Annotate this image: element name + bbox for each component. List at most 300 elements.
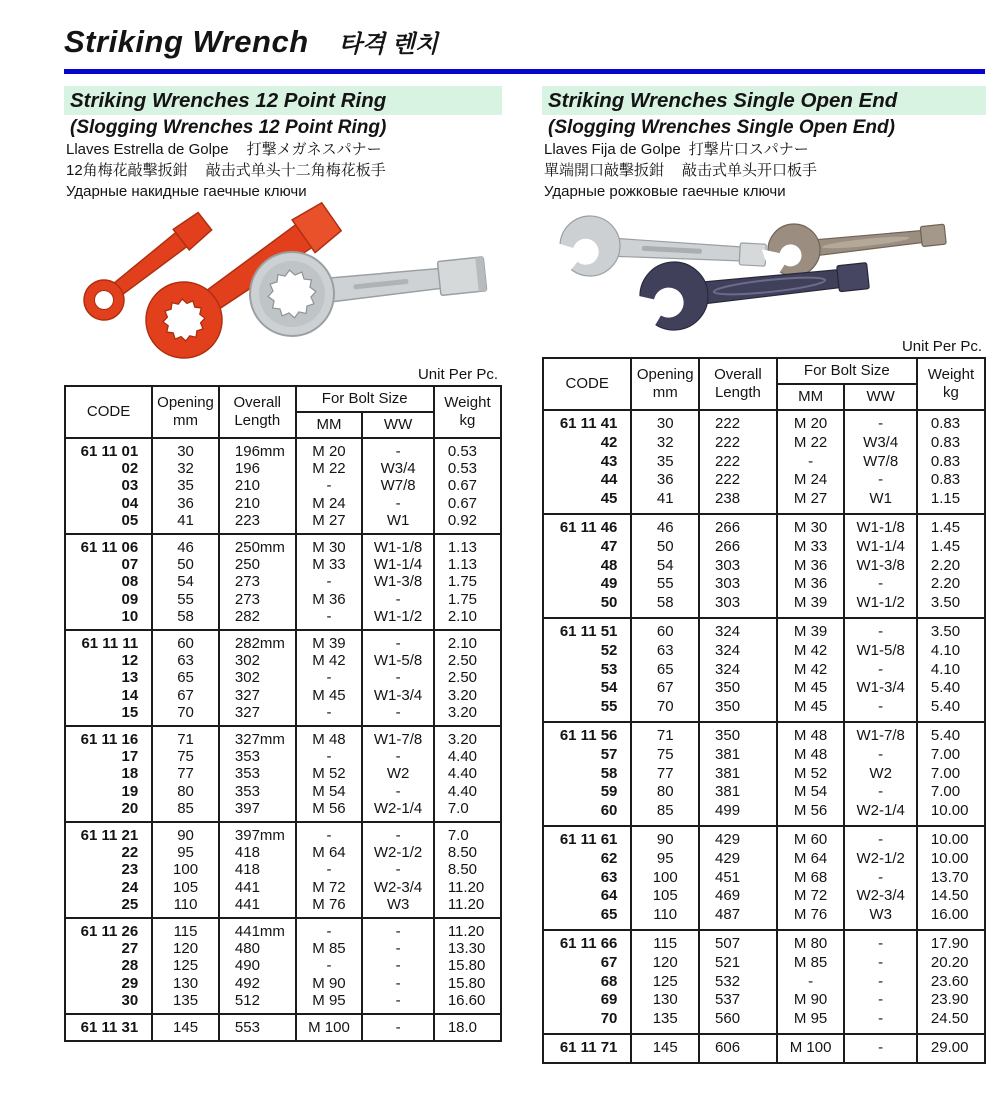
cell-ww: W2-1/4 xyxy=(362,800,434,822)
cell-weight: 3.50 xyxy=(917,618,985,642)
cell-code: 61 11 31 xyxy=(65,1014,152,1041)
cell-ww: - xyxy=(844,471,916,490)
col-header-mm: MM xyxy=(296,412,363,438)
table-row xyxy=(65,822,501,844)
table-row xyxy=(543,722,985,746)
cell-mm: M 95 xyxy=(777,1010,845,1034)
cell-length: 429 xyxy=(699,850,777,869)
cell-code: 09 xyxy=(65,591,152,608)
section-title: Striking Wrenches 12 Point Ring xyxy=(64,86,502,115)
lang-chinese-simp: 敲击式单头十二角梅花板手 xyxy=(205,162,386,179)
table-row xyxy=(65,495,501,512)
cell-mm: M 64 xyxy=(777,850,845,869)
cell-opening: 58 xyxy=(152,608,219,630)
cell-ww: W3/4 xyxy=(844,434,916,453)
cell-length: 238 xyxy=(699,490,777,514)
cell-weight: 1.15 xyxy=(917,490,985,514)
cell-opening: 54 xyxy=(631,557,699,576)
cell-ww: - xyxy=(362,438,434,460)
col-header-code: CODE xyxy=(65,386,152,438)
table-row xyxy=(65,704,501,726)
cell-ww: W7/8 xyxy=(844,453,916,472)
cell-length: 350 xyxy=(699,679,777,698)
cell-length: 381 xyxy=(699,765,777,784)
table-row xyxy=(65,879,501,896)
cell-mm: M 100 xyxy=(296,1014,363,1041)
cell-ww: W1-7/8 xyxy=(844,722,916,746)
cell-ww: - xyxy=(844,698,916,722)
cell-mm: M 52 xyxy=(296,765,363,782)
cell-opening: 32 xyxy=(631,434,699,453)
cell-weight: 1.45 xyxy=(917,538,985,557)
cell-length: 210 xyxy=(219,477,296,494)
cell-mm: M 60 xyxy=(777,826,845,850)
cell-weight: 5.40 xyxy=(917,698,985,722)
cell-mm: M 72 xyxy=(777,887,845,906)
cell-code: 43 xyxy=(543,453,631,472)
lang-line-zh xyxy=(542,160,986,181)
table-row xyxy=(65,652,501,669)
section-single-open-end xyxy=(542,86,986,1064)
cell-code: 63 xyxy=(543,869,631,888)
cell-weight: 0.53 xyxy=(434,438,501,460)
table-row xyxy=(543,679,985,698)
cell-length: 553 xyxy=(219,1014,296,1041)
cell-code: 67 xyxy=(543,954,631,973)
cell-weight: 2.20 xyxy=(917,575,985,594)
cell-ww: - xyxy=(362,992,434,1014)
cell-length: 250 xyxy=(219,556,296,573)
cell-weight: 0.83 xyxy=(917,434,985,453)
cell-weight: 2.50 xyxy=(434,652,501,669)
cell-code: 61 11 71 xyxy=(543,1034,631,1063)
table-row xyxy=(65,748,501,765)
cell-weight: 0.53 xyxy=(434,460,501,477)
cell-ww: - xyxy=(362,630,434,652)
col-header-overall: Overall Length xyxy=(219,386,296,438)
cell-code: 61 11 51 xyxy=(543,618,631,642)
cell-code: 50 xyxy=(543,594,631,618)
cell-length: 480 xyxy=(219,940,296,957)
lang-russian: Ударные накидные гаечные ключи xyxy=(66,183,307,200)
table-row xyxy=(543,557,985,576)
cell-mm: M 30 xyxy=(296,534,363,556)
cell-mm: M 95 xyxy=(296,992,363,1014)
cell-weight: 7.00 xyxy=(917,783,985,802)
cell-code: 24 xyxy=(65,879,152,896)
cell-ww: W1-3/8 xyxy=(844,557,916,576)
cell-ww: - xyxy=(844,869,916,888)
cell-weight: 7.00 xyxy=(917,765,985,784)
table-row xyxy=(65,591,501,608)
cell-opening: 71 xyxy=(152,726,219,748)
cell-code: 60 xyxy=(543,802,631,826)
cell-weight: 3.50 xyxy=(917,594,985,618)
cell-length: 222 xyxy=(699,453,777,472)
cell-code: 55 xyxy=(543,698,631,722)
cell-length: 324 xyxy=(699,661,777,680)
cell-length: 303 xyxy=(699,594,777,618)
table-row xyxy=(65,460,501,477)
table-row xyxy=(543,410,985,434)
cell-opening: 32 xyxy=(152,460,219,477)
cell-weight: 5.40 xyxy=(917,722,985,746)
cell-code: 08 xyxy=(65,573,152,590)
cell-weight: 1.45 xyxy=(917,514,985,538)
cell-ww: - xyxy=(844,661,916,680)
table-row xyxy=(543,1034,985,1063)
table-row xyxy=(543,802,985,826)
cell-code: 61 11 26 xyxy=(65,918,152,940)
table-row xyxy=(543,826,985,850)
cell-mm: M 56 xyxy=(296,800,363,822)
cell-mm: M 30 xyxy=(777,514,845,538)
cell-ww: W3 xyxy=(844,906,916,930)
cell-opening: 63 xyxy=(152,652,219,669)
cell-mm: M 22 xyxy=(296,460,363,477)
cell-code: 61 11 01 xyxy=(65,438,152,460)
cell-opening: 95 xyxy=(631,850,699,869)
cell-length: 353 xyxy=(219,748,296,765)
table-row xyxy=(543,991,985,1010)
table-row xyxy=(65,726,501,748)
cell-code: 61 11 16 xyxy=(65,726,152,748)
two-column-layout xyxy=(64,86,986,1064)
cell-code: 69 xyxy=(543,991,631,1010)
cell-opening: 67 xyxy=(152,687,219,704)
cell-ww: - xyxy=(362,918,434,940)
table-row xyxy=(543,538,985,557)
cell-opening: 110 xyxy=(631,906,699,930)
cell-ww: - xyxy=(362,861,434,878)
cell-mm: M 45 xyxy=(777,679,845,698)
cell-weight: 23.90 xyxy=(917,991,985,1010)
cell-length: 210 xyxy=(219,495,296,512)
table-row xyxy=(543,746,985,765)
cell-length: 469 xyxy=(699,887,777,906)
cell-opening: 110 xyxy=(152,896,219,918)
cell-opening: 71 xyxy=(631,722,699,746)
cell-weight: 16.00 xyxy=(917,906,985,930)
cell-length: 381 xyxy=(699,783,777,802)
cell-mm: M 36 xyxy=(296,591,363,608)
col-header-overall: Overall Length xyxy=(699,358,777,410)
cell-weight: 7.00 xyxy=(917,746,985,765)
cell-length: 282 xyxy=(219,608,296,630)
cell-weight: 14.50 xyxy=(917,887,985,906)
cell-length: 418 xyxy=(219,844,296,861)
table-row xyxy=(543,1010,985,1034)
cell-ww: W2-1/2 xyxy=(362,844,434,861)
cell-opening: 120 xyxy=(152,940,219,957)
cell-code: 17 xyxy=(65,748,152,765)
cell-opening: 65 xyxy=(152,669,219,686)
cell-code: 30 xyxy=(65,992,152,1014)
table-row xyxy=(65,438,501,460)
cell-code: 04 xyxy=(65,495,152,512)
col-header-mm: MM xyxy=(777,384,845,410)
ring-wrench-photo xyxy=(64,202,502,366)
unit-per-pc-label: Unit Per Pc. xyxy=(417,366,498,383)
cell-code: 18 xyxy=(65,765,152,782)
cell-opening: 145 xyxy=(152,1014,219,1041)
table-row xyxy=(543,869,985,888)
cell-opening: 125 xyxy=(152,957,219,974)
cell-opening: 100 xyxy=(152,861,219,878)
cell-opening: 85 xyxy=(152,800,219,822)
cell-opening: 90 xyxy=(631,826,699,850)
cell-weight: 13.30 xyxy=(434,940,501,957)
table-body xyxy=(65,438,501,1041)
unit-per-pc-label: Unit Per Pc. xyxy=(901,338,982,355)
cell-opening: 75 xyxy=(631,746,699,765)
cell-code: 57 xyxy=(543,746,631,765)
cell-ww: W3 xyxy=(362,896,434,918)
cell-mm: M 68 xyxy=(777,869,845,888)
cell-mm: M 42 xyxy=(777,661,845,680)
cell-mm: M 48 xyxy=(296,726,363,748)
cell-weight: 0.83 xyxy=(917,410,985,434)
cell-mm: M 54 xyxy=(296,783,363,800)
cell-weight: 5.40 xyxy=(917,679,985,698)
cell-ww: - xyxy=(844,783,916,802)
table-row xyxy=(543,594,985,618)
cell-code: 49 xyxy=(543,575,631,594)
cell-weight: 1.13 xyxy=(434,556,501,573)
cell-length: 273 xyxy=(219,591,296,608)
cell-weight: 11.20 xyxy=(434,896,501,918)
cell-opening: 145 xyxy=(631,1034,699,1063)
cell-code: 10 xyxy=(65,608,152,630)
table-row xyxy=(65,608,501,630)
cell-weight: 3.20 xyxy=(434,687,501,704)
cell-code: 45 xyxy=(543,490,631,514)
cell-mm: - xyxy=(296,957,363,974)
lang-japanese: 打撃片口スパナー xyxy=(688,141,809,158)
table-row xyxy=(543,765,985,784)
cell-code: 05 xyxy=(65,512,152,534)
lang-chinese-trad: 12角梅花敲擊扳鉗 xyxy=(66,162,188,179)
cell-ww: W1 xyxy=(362,512,434,534)
cell-opening: 55 xyxy=(152,591,219,608)
cell-ww: W1-5/8 xyxy=(362,652,434,669)
cell-ww: - xyxy=(844,410,916,434)
cell-mm: M 36 xyxy=(777,575,845,594)
header-rule xyxy=(64,69,985,74)
cell-code: 65 xyxy=(543,906,631,930)
page-title: Striking Wrench xyxy=(64,24,309,59)
cell-mm: M 24 xyxy=(777,471,845,490)
lang-russian: Ударные рожковые гаечные ключи xyxy=(544,183,786,200)
cell-weight: 0.67 xyxy=(434,477,501,494)
cell-mm: M 33 xyxy=(777,538,845,557)
table-row xyxy=(65,556,501,573)
cell-ww: - xyxy=(844,1034,916,1063)
cell-mm: M 48 xyxy=(777,746,845,765)
cell-ww: - xyxy=(844,954,916,973)
cell-opening: 35 xyxy=(631,453,699,472)
cell-length: 327 xyxy=(219,704,296,726)
cell-mm: M 45 xyxy=(296,687,363,704)
table-row xyxy=(65,957,501,974)
cell-length: 302 xyxy=(219,652,296,669)
cell-opening: 30 xyxy=(152,438,219,460)
cell-length: 196mm xyxy=(219,438,296,460)
section-12-point-ring xyxy=(64,86,502,1064)
cell-mm: M 48 xyxy=(777,722,845,746)
cell-mm: - xyxy=(296,608,363,630)
table-row xyxy=(65,765,501,782)
table-header xyxy=(65,386,501,438)
cell-length: 353 xyxy=(219,765,296,782)
col-header-ww: WW xyxy=(844,384,916,410)
table-row xyxy=(65,783,501,800)
table-row xyxy=(543,698,985,722)
cell-code: 62 xyxy=(543,850,631,869)
cell-ww: - xyxy=(362,822,434,844)
cell-code: 13 xyxy=(65,669,152,686)
cell-ww: W1-7/8 xyxy=(362,726,434,748)
cell-ww: W1-1/4 xyxy=(844,538,916,557)
table-row xyxy=(543,906,985,930)
cell-mm: M 39 xyxy=(777,594,845,618)
table-row xyxy=(65,896,501,918)
cell-code: 61 11 66 xyxy=(543,930,631,954)
cell-length: 350 xyxy=(699,722,777,746)
cell-mm: M 90 xyxy=(777,991,845,1010)
cell-mm: M 85 xyxy=(296,940,363,957)
cell-weight: 3.20 xyxy=(434,726,501,748)
cell-length: 303 xyxy=(699,575,777,594)
col-header-bolt-size: For Bolt Size xyxy=(777,358,917,384)
cell-opening: 100 xyxy=(631,869,699,888)
cell-opening: 36 xyxy=(152,495,219,512)
cell-opening: 70 xyxy=(152,704,219,726)
cell-opening: 77 xyxy=(631,765,699,784)
table-row xyxy=(65,687,501,704)
cell-opening: 77 xyxy=(152,765,219,782)
cell-code: 25 xyxy=(65,896,152,918)
cell-code: 44 xyxy=(543,471,631,490)
table-row xyxy=(543,453,985,472)
cell-ww: - xyxy=(844,575,916,594)
cell-code: 61 11 56 xyxy=(543,722,631,746)
cell-weight: 8.50 xyxy=(434,861,501,878)
cell-opening: 90 xyxy=(152,822,219,844)
cell-length: 397mm xyxy=(219,822,296,844)
cell-ww: W2-1/2 xyxy=(844,850,916,869)
cell-weight: 1.13 xyxy=(434,534,501,556)
cell-opening: 46 xyxy=(152,534,219,556)
table-row xyxy=(65,630,501,652)
cell-mm: M 85 xyxy=(777,954,845,973)
cell-code: 52 xyxy=(543,642,631,661)
cell-code: 53 xyxy=(543,661,631,680)
cell-length: 532 xyxy=(699,973,777,992)
table-row xyxy=(543,490,985,514)
ring-wrench-table xyxy=(64,385,502,1042)
cell-weight: 17.90 xyxy=(917,930,985,954)
cell-code: 61 11 21 xyxy=(65,822,152,844)
cell-weight: 10.00 xyxy=(917,826,985,850)
cell-code: 54 xyxy=(543,679,631,698)
cell-weight: 23.60 xyxy=(917,973,985,992)
open-end-wrench-photo xyxy=(542,202,986,338)
table-row xyxy=(543,434,985,453)
cell-code: 28 xyxy=(65,957,152,974)
open-end-wrench-table xyxy=(542,357,986,1064)
table-row xyxy=(543,850,985,869)
cell-weight: 10.00 xyxy=(917,850,985,869)
cell-opening: 55 xyxy=(631,575,699,594)
section-subtitle: (Slogging Wrenches Single Open End) xyxy=(548,117,895,138)
cell-length: 418 xyxy=(219,861,296,878)
table-row xyxy=(543,471,985,490)
cell-length: 196 xyxy=(219,460,296,477)
cell-opening: 135 xyxy=(152,992,219,1014)
cell-code: 29 xyxy=(65,975,152,992)
cell-code: 68 xyxy=(543,973,631,992)
cell-weight: 15.80 xyxy=(434,957,501,974)
cell-length: 397 xyxy=(219,800,296,822)
cell-opening: 85 xyxy=(631,802,699,826)
cell-weight: 2.10 xyxy=(434,608,501,630)
cell-length: 537 xyxy=(699,991,777,1010)
lang-chinese-trad: 單端開口敲擊扳鉗 xyxy=(544,162,665,179)
lang-line-zh xyxy=(64,160,502,181)
cell-weight: 1.75 xyxy=(434,591,501,608)
cell-ww: W1-5/8 xyxy=(844,642,916,661)
cell-opening: 65 xyxy=(631,661,699,680)
cell-weight: 2.50 xyxy=(434,669,501,686)
cell-opening: 125 xyxy=(631,973,699,992)
col-header-bolt-size: For Bolt Size xyxy=(296,386,434,412)
cell-ww: - xyxy=(362,591,434,608)
cell-mm: - xyxy=(296,477,363,494)
cell-opening: 80 xyxy=(631,783,699,802)
page-title-korean: 타격 렌치 xyxy=(338,31,439,58)
cell-mm: - xyxy=(296,669,363,686)
cell-ww: W2-3/4 xyxy=(844,887,916,906)
cell-ww: - xyxy=(844,1010,916,1034)
table-row xyxy=(65,512,501,534)
cell-opening: 95 xyxy=(152,844,219,861)
cell-opening: 80 xyxy=(152,783,219,800)
cell-mm: M 100 xyxy=(777,1034,845,1063)
table-row xyxy=(543,618,985,642)
cell-ww: - xyxy=(362,704,434,726)
col-header-ww: WW xyxy=(362,412,434,438)
cell-length: 222 xyxy=(699,434,777,453)
cell-code: 14 xyxy=(65,687,152,704)
cell-weight: 4.40 xyxy=(434,765,501,782)
cell-weight: 16.60 xyxy=(434,992,501,1014)
cell-weight: 0.67 xyxy=(434,495,501,512)
cell-mm: M 42 xyxy=(296,652,363,669)
cell-mm: M 64 xyxy=(296,844,363,861)
cell-code: 47 xyxy=(543,538,631,557)
cell-opening: 70 xyxy=(631,698,699,722)
lang-line-ru xyxy=(542,181,986,202)
cell-opening: 105 xyxy=(152,879,219,896)
cell-length: 327mm xyxy=(219,726,296,748)
lang-chinese-simp: 敲击式单头开口板手 xyxy=(682,162,818,179)
cell-code: 42 xyxy=(543,434,631,453)
cell-length: 381 xyxy=(699,746,777,765)
cell-weight: 29.00 xyxy=(917,1034,985,1063)
cell-length: 324 xyxy=(699,642,777,661)
cell-mm: M 76 xyxy=(777,906,845,930)
